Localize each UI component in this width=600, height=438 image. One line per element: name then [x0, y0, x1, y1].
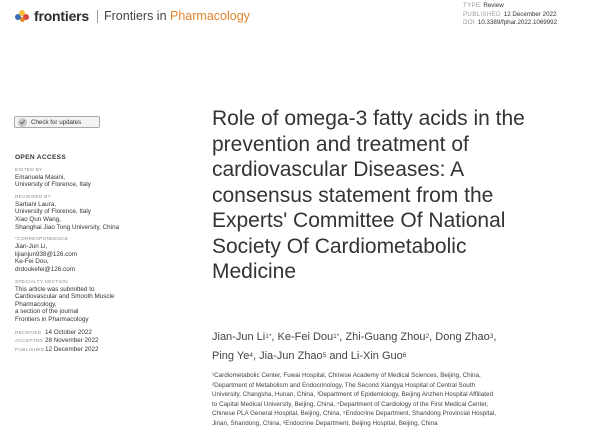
title-line: consensus statement from the: [212, 183, 494, 207]
author-separator: ,: [271, 331, 278, 343]
specialty-line: Cardiovascular and Smooth Muscle: [15, 293, 115, 301]
affiliation-line: to Capital Medical University, Beijing, China, ⁴Department of Cardiology of the First Medical Center,: [212, 400, 489, 408]
specialty-line: Pharmacology,: [15, 300, 57, 308]
meta-type-value: Review: [483, 2, 504, 9]
author-name[interactable]: Ping Ye: [212, 350, 250, 362]
correspondent-2-email[interactable]: drdoukefei@126.com: [15, 265, 75, 273]
specialty-section: [15, 279, 175, 324]
title-line: Society Of Cardiometabolic: [212, 234, 467, 258]
meta-doi-label: DOI: [463, 19, 475, 27]
author-separator: ,: [339, 331, 346, 343]
affiliation-line: University, Changsha, Hunan, China, ³Department of Epidemiology, Beijing Anzhen Hospital Affiliated: [212, 391, 494, 398]
author-separator: ,: [252, 350, 260, 362]
author-affiliation-marker: 6: [402, 352, 407, 359]
check-updates-icon: [18, 118, 27, 127]
correspondence-label: *CORRESPONDENCE: [15, 237, 69, 243]
affiliation-line: Chinese PLA General Hospital, Beijing, China, ⁵Endocrine Department, Shandong Provincial Hospital,: [212, 410, 497, 417]
meta-published-value: 12 December 2022: [503, 10, 557, 18]
author-affiliation-marker: 4: [249, 352, 253, 359]
date-accepted-value: 28 November 2022: [45, 337, 99, 345]
correspondent-2-name: Ke-Fei Dou,: [15, 258, 49, 266]
affiliations: [212, 371, 596, 428]
date-received-value: 14 October 2022: [45, 328, 92, 336]
correspondence-section: [15, 236, 175, 273]
specialty-line: This article was submitted to: [15, 285, 95, 293]
meta-type: [463, 2, 557, 11]
author-separator: ,: [429, 331, 436, 343]
article-meta: [463, 2, 557, 28]
edited-by-section: [15, 167, 175, 189]
author-line-2: [212, 347, 592, 366]
author-name[interactable]: Ke-Fei Dou: [277, 331, 334, 343]
author-name[interactable]: Li-Xin Guo: [350, 350, 403, 362]
date-accepted-label: ACCEPTED: [15, 339, 44, 345]
meta-doi-value[interactable]: 10.3389/fphar.2022.1069992: [477, 19, 558, 27]
date-published-value: 12 December 2022: [45, 345, 99, 353]
author-name[interactable]: Jia-Jun Zhao: [259, 350, 323, 362]
meta-published-label: PUBLISHED: [463, 10, 501, 18]
date-received: [15, 329, 175, 338]
publisher-name: frontiers: [34, 8, 89, 24]
author-name[interactable]: Jian-Jun Li: [212, 331, 266, 343]
author-name[interactable]: Dong Zhao: [435, 331, 490, 343]
sidebar: [15, 154, 175, 359]
open-access-label: OPEN ACCESS: [15, 154, 67, 161]
title-line: Medicine: [212, 260, 297, 283]
title-line: Experts' Committee Of National: [212, 209, 506, 232]
article-title: [212, 106, 598, 285]
journal-prefix: Frontiers in: [104, 9, 170, 23]
author-affiliation-marker: 1*: [265, 333, 272, 340]
author-conjunction: and: [326, 350, 351, 362]
date-accepted: [15, 337, 175, 346]
check-for-updates-button[interactable]: [14, 116, 100, 128]
date-published-label: PUBLISHED: [15, 347, 45, 353]
dates-section: [15, 329, 175, 355]
author-line-1: [212, 328, 592, 347]
logo-divider: [97, 10, 98, 23]
title-line: Role of omega-3 fatty acids in the: [212, 107, 525, 130]
reviewed-by-section: [15, 194, 175, 231]
reviewer-1-name: Sartiani Laura,: [15, 200, 56, 208]
frontiers-logo-icon: [15, 10, 31, 22]
affiliation-line: ¹Cardiometabolic Center, Fuwai Hospital, Chinese Academy of Medical Sciences, Beijing, China,: [212, 372, 481, 379]
journal-accent: Pharmacology: [170, 9, 250, 23]
correspondent-1-name: Jian-Jun Li,: [15, 243, 48, 251]
check-updates-label: Check for updates: [31, 118, 82, 126]
meta-type-label: TYPE: [463, 2, 481, 9]
affiliation-line: Jinan, Shandong, China, ⁶Endocrine Department, Beijing Hospital, Beijing, China: [212, 419, 438, 427]
meta-published: [463, 11, 557, 20]
journal-name[interactable]: [104, 9, 250, 23]
reviewed-by-label: REVIEWED BY: [15, 194, 52, 200]
affiliation-line: ²Department of Metabolism and Endocrinology, The Second Xiangya Hospital of Central South: [212, 381, 475, 389]
reviewer-2-name: Xiao Qun Wang,: [15, 215, 61, 223]
author-list: [212, 328, 592, 366]
meta-doi: [463, 19, 557, 28]
date-received-label: RECEIVED: [15, 330, 42, 336]
specialty-line: a section of the journal: [15, 308, 79, 316]
reviewer-2-affiliation: Shanghai Jiao Tong University, China: [15, 223, 120, 231]
author-affiliation-marker: 2: [425, 333, 430, 340]
author-affiliation-marker: 1*: [333, 333, 340, 340]
specialty-line: Frontiers in Pharmacology: [15, 315, 89, 323]
date-published: [15, 346, 175, 355]
author-separator: ,: [493, 331, 497, 343]
edited-by-label: EDITED BY: [15, 167, 43, 173]
editor-affiliation: University of Florence, Italy: [15, 181, 91, 189]
reviewer-1-affiliation: University of Florence, Italy: [15, 208, 91, 216]
author-affiliation-marker: 5: [322, 352, 327, 359]
author-affiliation-marker: 3: [489, 333, 494, 340]
editor-name: Emanuela Masini,: [15, 173, 66, 181]
publisher-logo[interactable]: [15, 8, 250, 24]
specialty-label: SPECIALTY SECTION: [15, 279, 68, 285]
title-line: cardiovascular Diseases: A: [212, 158, 465, 181]
author-name[interactable]: Zhi-Guang Zhou: [345, 331, 426, 343]
title-line: prevention and treatment of: [212, 132, 469, 156]
correspondent-1-email[interactable]: lijianjun938@126.com: [15, 250, 78, 258]
